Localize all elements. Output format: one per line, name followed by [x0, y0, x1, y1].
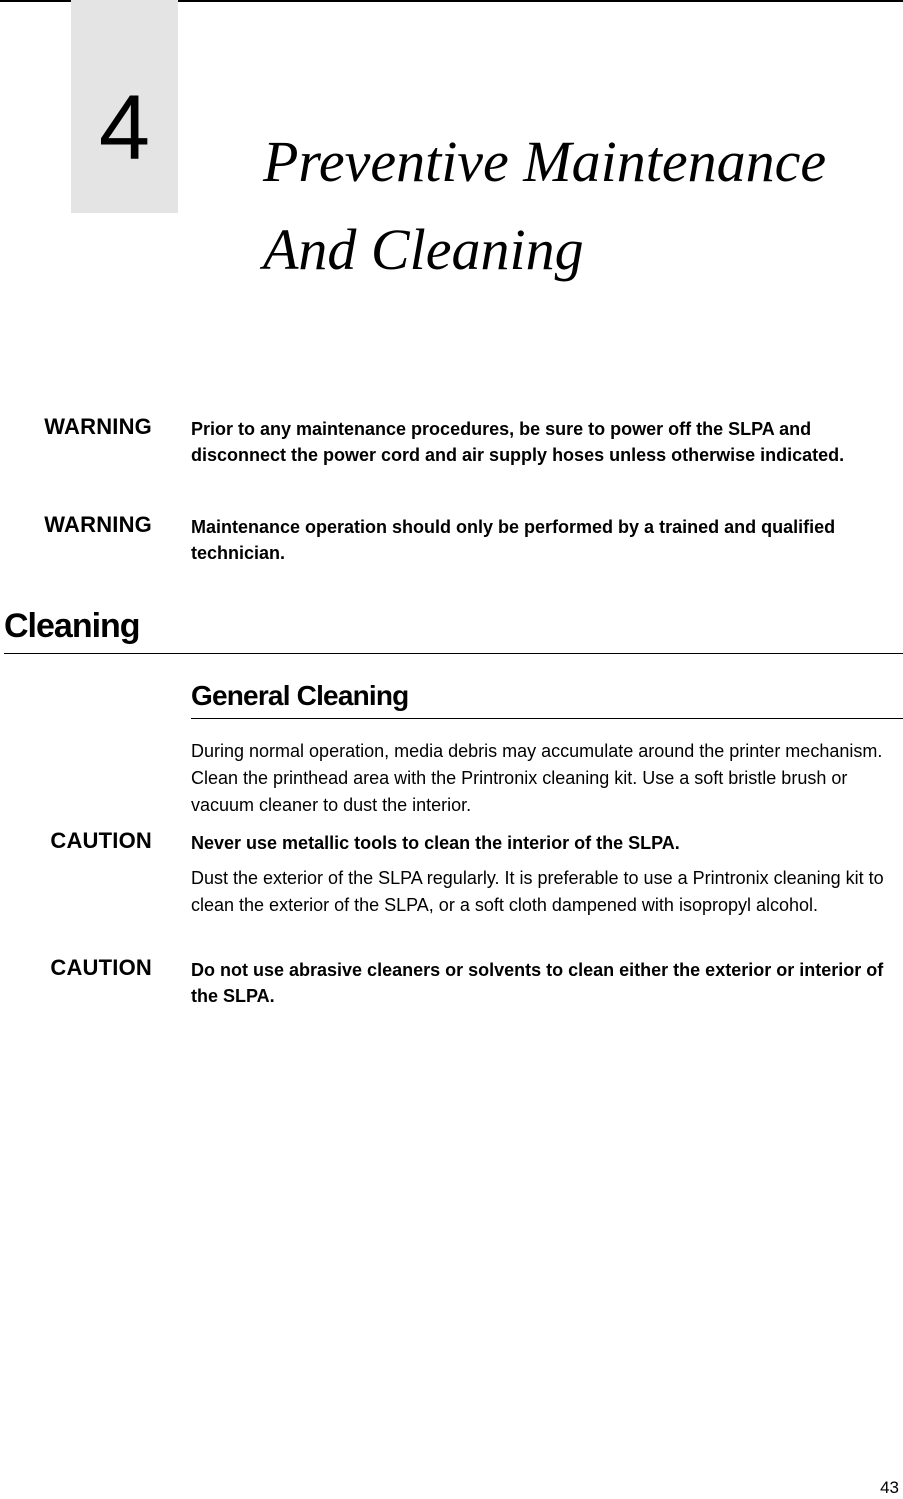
chapter-title-line-2: And Cleaning: [263, 217, 584, 282]
section-heading-cleaning: Cleaning: [4, 607, 140, 645]
caution-label: CAUTION: [50, 955, 152, 980]
warning-text: Maintenance operation should only be performed by a trained and qualified technician.: [191, 517, 836, 563]
caution-label: CAUTION: [50, 828, 152, 853]
chapter-title-line-1: Preventive Maintenance: [263, 129, 827, 194]
warning-label: WARNING: [44, 512, 152, 537]
warning-label: WARNING: [44, 414, 152, 439]
subsection-rule: [191, 718, 903, 719]
caution-text: Do not use abrasive cleaners or solvents to clean either the exterior or interior of the SLPA.: [191, 960, 884, 1006]
warning-text: Prior to any maintenance procedures, be sure to power off the SLPA and disconnect the power cord and air supply hoses unless otherwise indicated.: [191, 419, 845, 465]
body-paragraph-1: During normal operation, media debris may accumulate around the printer mechanism. Clean the printhead area with the Printronix cleaning kit. Use a soft bristle brush or vacuum cleaner to dust the interior.: [191, 741, 883, 815]
subsection-heading-general-cleaning: General Cleaning: [191, 680, 409, 711]
body-paragraph-2: Dust the exterior of the SLPA regularly. It is preferable to use a Printronix cleaning kit to clean the exterior of the SLPA, or a soft cloth dampened with isopropyl alcohol.: [191, 868, 884, 915]
caution-text: Never use metallic tools to clean the interior of the SLPA.: [191, 833, 680, 853]
chapter-number: 4: [98, 77, 151, 179]
chapter-title: [263, 118, 826, 294]
section-rule: [4, 653, 903, 654]
page-number: 43: [880, 1478, 899, 1497]
